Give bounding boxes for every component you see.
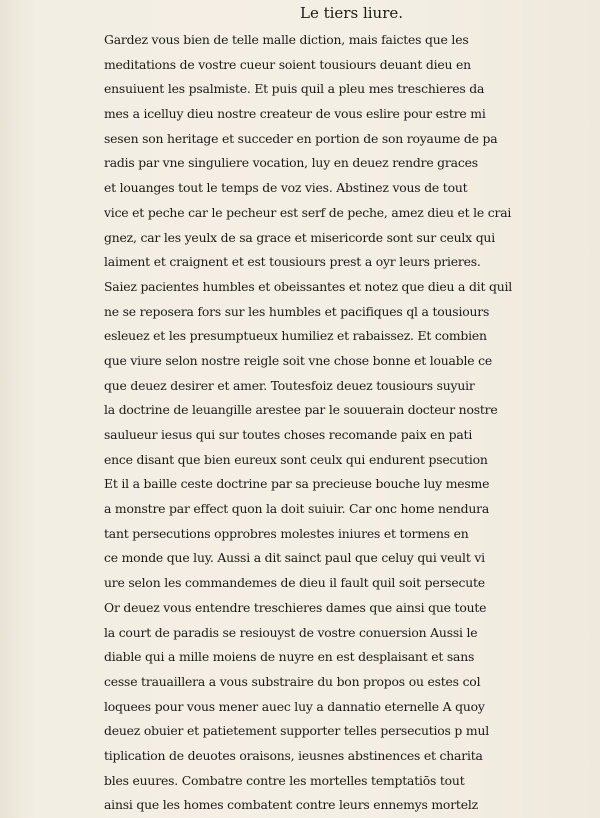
text-line: loquees pour vous mener auec luy a dannatio eternelle A quoy [104,698,485,714]
running-head: Le tiers liure. [300,4,404,22]
text-line: deuez obuier et patietement supporter telles persecutios p mul [104,723,489,739]
text-line: cesse trauaillera a vous substraire du bon propos ou estes col [104,673,481,689]
text-line: tant persecutions opprobres molestes iniures et tormens en [104,525,469,541]
text-line: diable qui a mille moiens de nuyre en est desplaisant et sans [104,649,475,665]
text-line: ce monde que luy. Aussi a dit sainct paul que celuy qui veult vi [104,550,485,566]
text-line: Gardez vous bien de telle malle diction, mais faictes que les [104,32,469,47]
text-line: Saiez pacientes humbles et obeissantes et notez que dieu a dit quil [104,278,513,294]
text-line: ainsi que les homes combatent contre leurs ennemys mortelz [104,797,478,813]
text-line: mes a icelluy dieu nostre createur de vous eslire pour estre mi [104,106,486,122]
text-line: sesen son heritage et succeder en portion de son royaume de pa [104,130,498,146]
text-line: que viure selon nostre reigle soit vne chose bonne et louable ce [104,352,492,368]
text-line: la doctrine de leuangille arestee par le souuerain docteur nostre [104,402,498,418]
text-line: a monstre par effect quon la doit suiuir. Car onc home nendura [104,501,490,517]
text-line: la court de paradis se resiouyst de vostre conuersion Aussi le [104,624,478,640]
text-line: radis par vne singuliere vocation, luy en deuez rendre graces [104,155,478,171]
text-line: ensuiuent les psalmiste. Et puis quil a pleu mes treschieres da [104,81,485,97]
text-line: et louanges tout le temps de voz vies. Abstinez vous de tout [104,180,468,196]
text-line: esleuez et les presumptueux humiliez et rabaissez. Et combien [104,328,487,344]
text-line: ne se reposera fors sur les humbles et pacifiques ql a tousiours [104,303,490,319]
text-line: ence disant que bien eureux sont ceulx qui endurent psecution [104,451,488,467]
text-line: que deuez desirer et amer. Toutesfoiz deuez tousiours suyuir [104,377,475,393]
body-text [104,28,592,818]
text-line: bles euures. Combatre contre les mortelles temptatiōs tout [104,772,465,788]
text-line: vice et peche car le pecheur est serf de peche, amez dieu et le crai [104,204,512,220]
text-line: tiplication de deuotes oraisons, ieusnes abstinences et charita [104,747,483,763]
text-line: saulueur iesus qui sur toutes choses recomande paix en pati [104,427,473,442]
text-line: Or deuez vous entendre treschieres dames que ainsi que toute [104,599,487,615]
text-line: laiment et craignent et est tousiours prest a oyr leurs prieres. [104,254,481,270]
text-line: Et il a baille ceste doctrine par sa precieuse bouche luy mesme [104,476,490,492]
text-line: gnez, car les yeulx de sa grace et misericorde sont sur ceulx qui [104,229,495,245]
text-line: ure selon les commandemes de dieu il fault quil soit persecute [104,575,485,591]
text-line: meditations de vostre cueur soient tousiours deuant dieu en [104,56,471,72]
